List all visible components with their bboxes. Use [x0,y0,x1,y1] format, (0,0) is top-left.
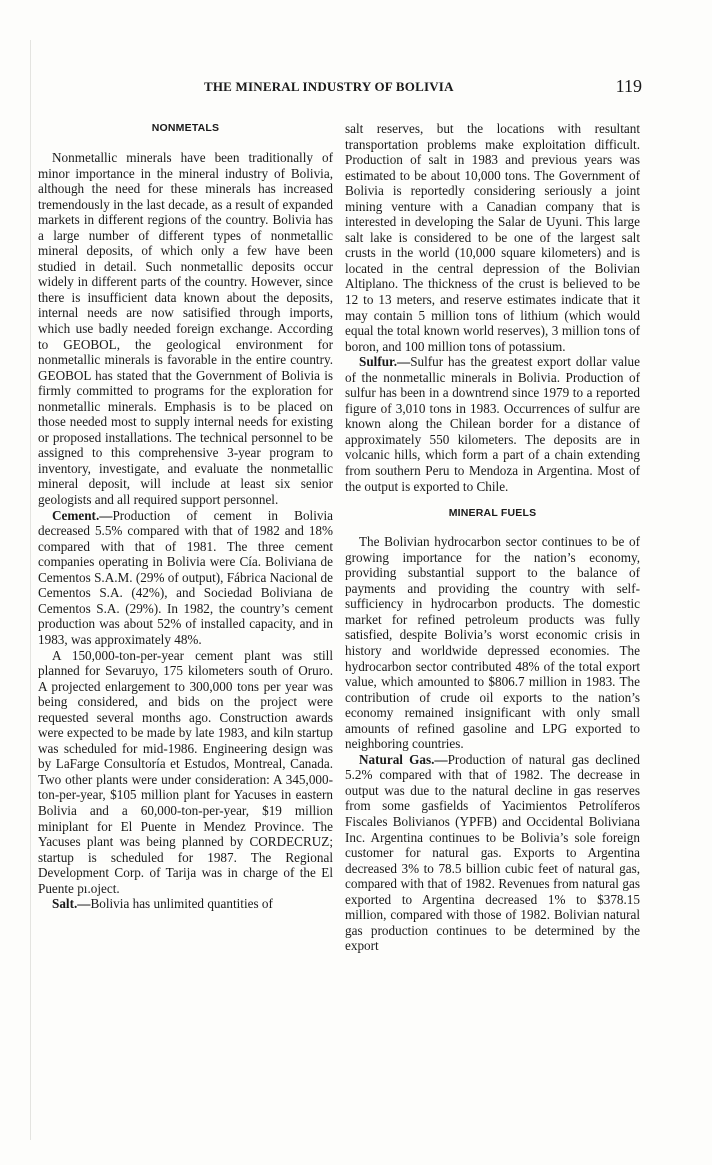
cement-plant-paragraph: A 150,000-ton-per-year cement plant was still planned for Sevaruyo, 175 kilometers south of Oruro. A projected enlargement to 300,000 tons per year was being considered, and bids on the project were requested several months ago. Construction awards were expected to be made by late 1983, and kiln startup was scheduled for mid-1986. Engineering design was by LaFarge Consultoría et Estudos, Montreal, Canada. Two other plants were under consideration: A 345,000-ton-per-year, $105 million plant for Yacuses in eastern Bolivia and a 60,000-ton-per-year, $19 million miniplant for El Puente in Mendez Province. The Yacuses plant was being planned by CORDECRUZ; startup is scheduled for 1987. The Regional Development Corp. of Tarija was in charge of the El Puente pı.oject. [38,647,333,896]
natural-gas-run-in-heading: Natural Gas.— [359,751,448,767]
natural-gas-text: Production of natural gas declined 5.2% compared with that of 1982. The decrease in output was due to the natural decline in gas reserves from some gasfields of Yacimientos Petrolíferos Fiscales Bolivianos (YPFB) and Occidental Boliviana Inc. Argentina continues to be Bolivia’s sole foreign customer for natural gas. Exports to Argentina decreased 3% to 78.5 billion cubic feet of natural gas, compared with that of 1982. Revenues from natural gas exported to Argentina decreased 1% to $378.15 million, compared with those of 1982. Bolivian natural gas production continues to be determined by the export [345,751,640,954]
mineral-fuels-paragraph: The Bolivian hydrocarbon sector continues to be of growing importance for the nation’s economy, providing substantial support to the balance of payments and providing the country with self-sufficiency in hydrocarbon products. The domestic market for refined petroleum products was fully satisfied, despite Bolivia’s worst economic crisis in history and worldwide depressed economies. The hydrocarbon sector contributed 48% of the total export value, which amounted to $806.7 million in 1983. The contribution of crude oil exports to the nation’s economy remained insignificant with only small amounts of refined gasoline and LPG exported to neighboring countries. [345,534,640,752]
cement-text: Production of cement in Bolivia decreased 5.5% compared with that of 1982 and 18% compared with that of 1981. The three cement companies operating in Bolivia were Cía. Boliviana de Cementos S.A.M. (29% of output), Fábrica Nacional de Cementos S.A. (42%), and Sociedad Boliviana de Cementos S.A. (29%). In 1982, the country’s cement production was about 52% of installed capacity, and in 1983, was approximately 48%. [38,507,333,647]
salt-continued-paragraph: salt reserves, but the locations with resultant transportation problems make exploitation difficult. Production of salt in 1983 and previous years was estimated to be about 10,000 tons. The Government of Bolivia is reportedly considering seriously a joint mining venture with a Canadian company that is interested in developing the Salar de Uyuni. This large salt lake is considered to be one of the largest salt crusts in the world (10,000 square kilometers) and is located in the central depression of the Bolivian Altiplano. The thickness of the crust is believed to be 12 to 13 meters, and reserve estimates indicate that it may contain 5 million tons of lithium (which would equal the total known world reserves), 3 million tons of boron, and 100 million tons of potassium. [345,121,640,354]
sulfur-run-in-heading: Sulfur.— [359,354,411,370]
running-title: THE MINERAL INDUSTRY OF BOLIVIA [204,79,454,94]
sulfur-text: Sulfur has the greatest export dollar value of the nonmetallic minerals in Bolivia. Production of sulfur has been in a downtrend since 1979 to a reported figure of 3,010 tons in 1983. Occurrences of sulfur are known along the Chilean border for a distance of approximately 550 kilometers. The deposits are in volcanic hills, which form a part of a chain extending from southern Peru to Mendoza in Argentina. Most of the output is exported to Chile. [345,354,640,494]
salt-text: Bolivia has unlimited quantities of [90,896,273,912]
natural-gas-paragraph [345,752,640,954]
sulfur-paragraph [345,354,640,494]
right-column [345,121,640,954]
heading-nonmetals: NONMETALS [151,122,220,134]
left-column [38,121,333,912]
cement-run-in-heading: Cement.— [52,507,113,523]
page-number: 119 [615,76,642,96]
scan-edge-line [30,40,31,1140]
salt-run-in-heading: Salt.— [52,896,91,912]
nonmetals-intro-paragraph: Nonmetallic minerals have been traditionally of minor importance in the mineral industry of Bolivia, although the need for these minerals has increased tremendously in the last decade, as a result of expanded markets in different regions of the country. Bolivia has a large number of different types of nonmetallic mineral deposits, of which only a few have been studied in detail. Such nonmetallic deposits occur widely in different parts of the country. However, since there is insufficient data known about the deposits, internal needs are now satisified through imports, which use badly needed foreign exchange. According to GEOBOL, the geological environment for nonmetallic minerals is favorable in the entire country. GEOBOL has stated that the Government of Bolivia is firmly committed to programs for the exploration for nonmetallic minerals. Emphasis is to be placed on those needed most to supply internal needs for existing or proposed installations. The technical personnel to be assigned to this comprehensive 3-year program to inventory, investigate, and evaluate the nonmetallic mineral deposit, will include at least six senior geologists and all required support personnel. [38,150,333,508]
cement-paragraph [38,508,333,648]
running-head [190,76,642,100]
heading-mineral-fuels: MINERAL FUELS [448,507,537,520]
salt-paragraph [38,896,333,912]
